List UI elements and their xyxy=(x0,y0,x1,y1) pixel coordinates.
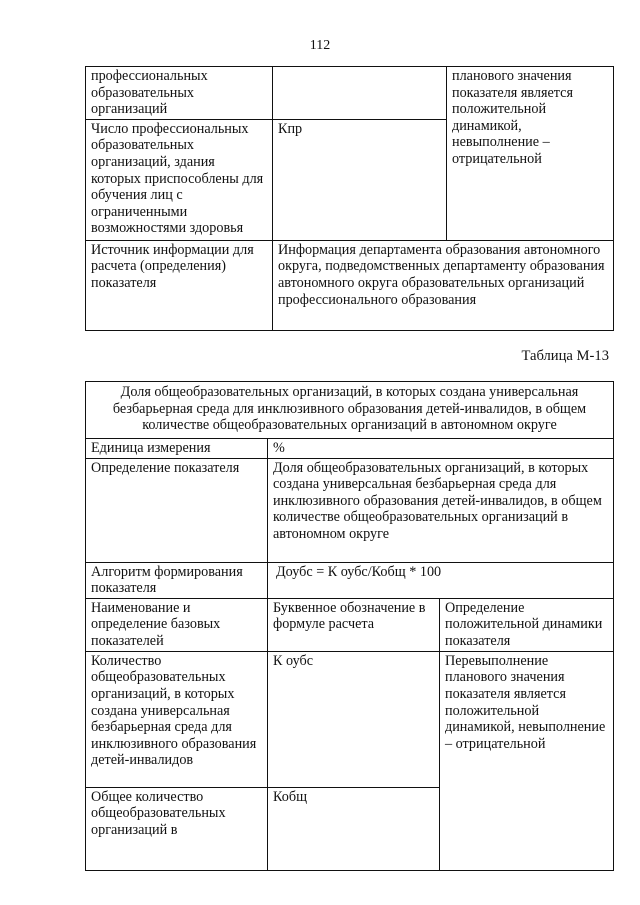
symbol-cell xyxy=(273,67,447,120)
dynamics-cell: Перевыполнение планового значения показателя является положительной динамикой, невыполнение – отрицательной xyxy=(440,651,614,870)
table-m13 xyxy=(85,381,614,871)
table-header-row xyxy=(86,598,614,651)
table-row xyxy=(86,651,614,787)
definition-value: Доля общеобразовательных организаций, в которых создана универсальная безбарьерная среда для инклюзивного образования детей-инвалидов, в общем количестве общеобразовательных организаций в автономном округе xyxy=(268,458,614,562)
table-row xyxy=(86,67,614,120)
page-number: 112 xyxy=(309,38,331,53)
unit-value: % xyxy=(268,439,614,459)
symbol-cell: Кпр xyxy=(273,119,447,240)
base-indicator-symbol: Кобщ xyxy=(268,787,440,870)
indicator-table-continued xyxy=(85,66,614,331)
definition-label: Определение показателя xyxy=(86,458,268,562)
info-source-value: Информация департамента образования автономного округа, подведомственных департаменту образования автономного округа образовательных организаций профессионального образования xyxy=(273,240,614,330)
column-header-dynamics: Определение положительной динамики показателя xyxy=(440,598,614,651)
table-row xyxy=(86,439,614,459)
algorithm-label: Алгоритм формирования показателя xyxy=(86,562,268,598)
dynamics-cell: планового значения показателя является положительной динамикой, невыполнение – отрицательной xyxy=(447,67,614,241)
table-caption: Таблица М-13 xyxy=(521,348,609,364)
indicator-name-cell: Число профессиональных образовательных организаций, здания которых приспособлены для обучения лиц с ограниченными возможностями здоровья xyxy=(86,119,273,240)
base-indicator-name: Количество общеобразовательных организаций, в которых создана универсальная безбарьерная среда для инклюзивного образования детей-инвалидов xyxy=(86,651,268,787)
table-row xyxy=(86,458,614,562)
info-source-label: Источник информации для расчета (определения) показателя xyxy=(86,240,273,330)
base-indicator-name: Общее количество общеобразовательных организаций в xyxy=(86,787,268,870)
table-row xyxy=(86,562,614,598)
indicator-name-cell: профессиональных образовательных организаций xyxy=(86,67,273,120)
column-header-name: Наименование и определение базовых показателей xyxy=(86,598,268,651)
unit-label: Единица измерения xyxy=(86,439,268,459)
table-title: Доля общеобразовательных организаций, в которых создана универсальная безбарьерная среда для инклюзивного образования детей-инвалидов, в общем количестве общеобразовательных организаций в автономном округе xyxy=(86,382,614,439)
base-indicator-symbol: К оубс xyxy=(268,651,440,787)
column-header-symbol: Буквенное обозначение в формуле расчета xyxy=(268,598,440,651)
table-row xyxy=(86,240,614,330)
table-title-row xyxy=(86,382,614,439)
algorithm-formula: Доубс = К оубс/Кобщ * 100 xyxy=(268,562,614,598)
